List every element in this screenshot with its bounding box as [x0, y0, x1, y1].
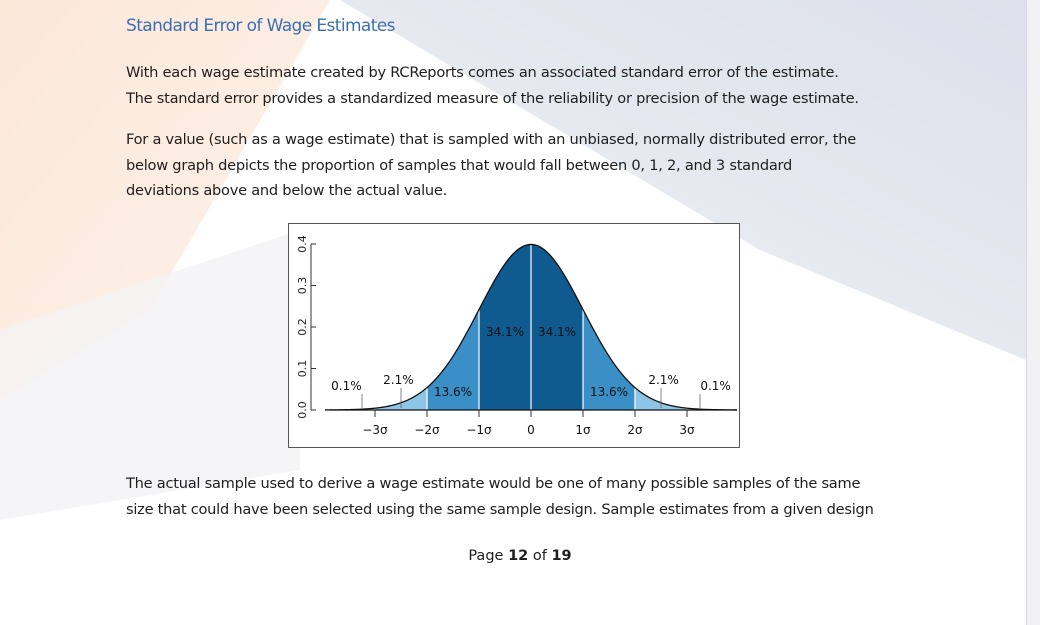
- region-percent-label: 13.6%: [433, 385, 473, 399]
- y-tick-label: 0.2: [296, 318, 309, 336]
- sample-paragraph: [126, 471, 874, 522]
- x-tick-label: 2σ: [627, 423, 643, 437]
- region-percent-label: 2.1%: [383, 373, 414, 387]
- region-percent-label: 13.6%: [589, 385, 629, 399]
- normal-distribution-chart: [288, 223, 740, 448]
- paragraph-line: deviations above and below the actual value.: [126, 182, 448, 199]
- page-current: 12: [508, 548, 529, 564]
- x-tick-label: −1σ: [466, 423, 492, 437]
- x-tick-label: 3σ: [679, 423, 695, 437]
- paragraph-line: The standard error provides a standardized measure of the reliability or precision of the wage estimate.: [126, 89, 859, 107]
- explanation-paragraph: [126, 127, 856, 204]
- y-tick-label: 0.0: [296, 401, 309, 419]
- paragraph-line: The actual sample used to derive a wage estimate would be one of many possible samples of the same: [126, 475, 861, 492]
- paragraph-line: below graph depicts the proportion of samples that would fall between 0, 1, 2, and 3 standard: [126, 156, 793, 174]
- y-tick-label: 0.4: [296, 235, 309, 253]
- chart-canvas: [289, 224, 739, 447]
- intro-paragraph: [126, 60, 859, 111]
- region-percent-label: 0.1%: [700, 379, 731, 393]
- y-tick-label: 0.3: [296, 276, 309, 295]
- region-percent-label: 0.1%: [331, 379, 362, 393]
- x-tick-label: −2σ: [414, 423, 440, 437]
- page-label: Page: [468, 548, 504, 564]
- viewer-right-rail: [1026, 0, 1040, 625]
- region-percent-label: 2.1%: [648, 373, 679, 387]
- y-tick-label: 0.1: [296, 359, 309, 378]
- x-tick-label: −3σ: [362, 423, 388, 437]
- paragraph-line: size that could have been selected using the same sample design. Sample estimates from a given design: [126, 500, 874, 518]
- page-of: of: [532, 548, 547, 564]
- paragraph-line: For a value (such as a wage estimate) that is sampled with an unbiased, normally distributed error, the: [126, 131, 856, 148]
- page-heading: Standard Error of Wage Estimates: [126, 16, 395, 36]
- x-tick-label: 0: [527, 423, 535, 437]
- x-tick-label: 1σ: [575, 423, 591, 437]
- region-percent-label: 34.1%: [537, 325, 577, 339]
- paragraph-line: With each wage estimate created by RCReports comes an associated standard error of the estimate.: [126, 64, 839, 81]
- page-footer: [0, 548, 1026, 564]
- region-percent-label: 34.1%: [485, 325, 525, 339]
- page-total: 19: [551, 548, 572, 564]
